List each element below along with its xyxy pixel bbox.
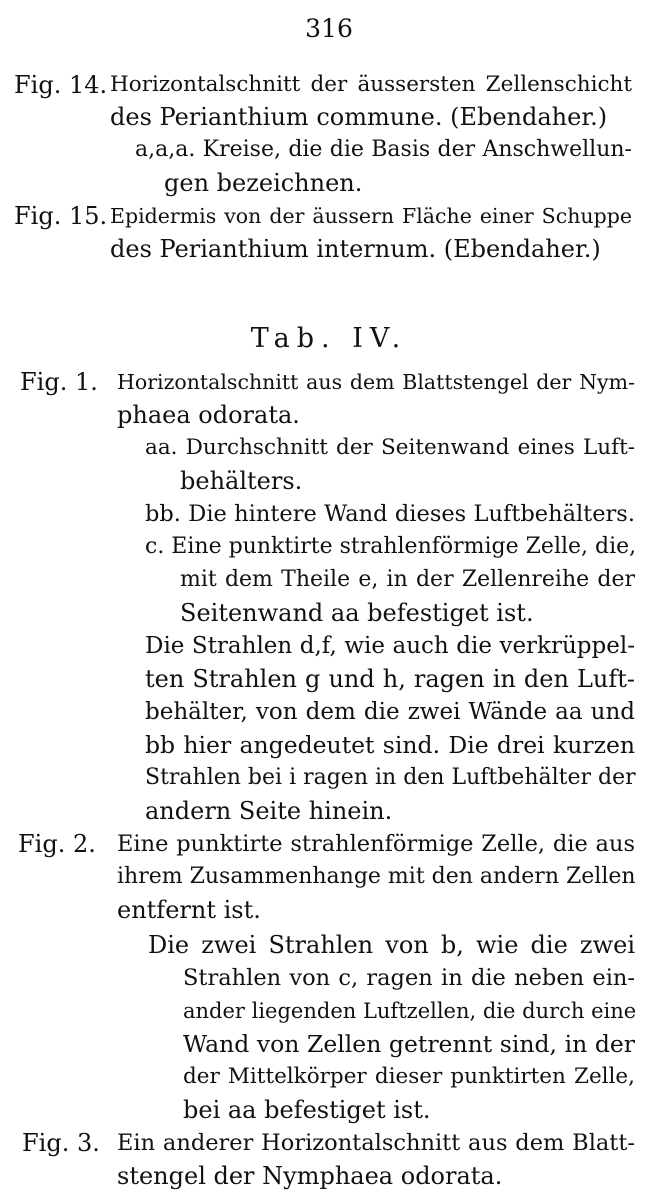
fig2-line-5: Strahlen von c, ragen in die neben ein- [183,965,635,991]
fig1-line-6: c. Eine punktirte strahlenförmige Zelle, die, [145,534,637,559]
fig2-line-6: ander liegenden Luftzellen, die durch eine [183,999,637,1023]
fig14-line-2: des Perianthium commune. (Ebendaher.) [110,103,608,131]
fig14-label: Fig. 14. [14,71,108,99]
fig2-label: Fig. 2. [18,830,96,858]
fig1-label: Fig. 1. [20,368,98,396]
fig1-line-7: mit dem Theile e, in der Zellenreihe der [180,567,635,592]
fig15-line-2: des Perianthium internum. (Ebendaher.) [110,235,601,263]
fig3-label: Fig. 3. [22,1129,100,1157]
fig3-line-1: Ein anderer Horizontalschnitt aus dem Blatt- [117,1130,635,1156]
fig1-line-14: andern Seite hinein. [145,797,393,825]
fig1-line-13: Strahlen bei i ragen in den Luftbehälter der [145,765,636,790]
fig1-line-4: behälters. [180,467,303,495]
fig15-line-1: Epidermis von der äussern Fläche einer Schuppe [110,204,632,228]
fig14-line-1: Horizontalschnitt der äussersten Zellenschicht [110,72,632,97]
fig14-line-3: a,a,a. Kreise, die die Basis der Anschwellun- [135,137,632,162]
fig1-line-8: Seitenwand aa befestiget ist. [180,599,534,627]
fig2-line-3: entfernt ist. [117,896,261,924]
fig1-line-9: Die Strahlen d,f, wie auch die verkrüppel- [145,633,635,659]
fig1-line-10: ten Strahlen g und h, ragen in den Luft- [145,665,635,693]
fig1-line-5: bb. Die hintere Wand dieses Luftbehälters. [145,501,635,527]
fig3-line-2: stengel der Nymphaea odorata. [117,1162,503,1190]
fig2-line-8: der Mittelkörper dieser punktirten Zelle, [183,1064,635,1089]
fig1-line-12: bb hier angedeutet sind. Die drei kurzen [145,731,635,759]
fig2-line-9: bei aa befestiget ist. [183,1096,431,1124]
fig2-line-4: Die zwei Strahlen von b, wie die zwei [148,931,635,959]
fig1-line-2: phaea odorata. [117,401,300,429]
fig2-line-1: Eine punktirte strahlenförmige Zelle, die aus [117,831,635,857]
fig1-line-3: aa. Durchschnitt der Seitenwand eines Luft- [145,435,635,460]
fig2-line-2: ihrem Zusammenhange mit den andern Zellen [117,864,636,889]
fig14-line-4: gen bezeichnen. [164,169,363,197]
fig15-label: Fig. 15. [14,202,108,230]
fig2-line-7: Wand von Zellen getrennt sind, in der [183,1030,635,1058]
fig1-line-11: behälter, von dem die zwei Wände aa und [145,699,635,725]
fig1-line-1: Horizontalschnitt aus dem Blattstengel der Nym- [117,370,635,394]
page-number: 316 [305,14,353,43]
tab-heading: Tab. IV. [250,323,408,354]
